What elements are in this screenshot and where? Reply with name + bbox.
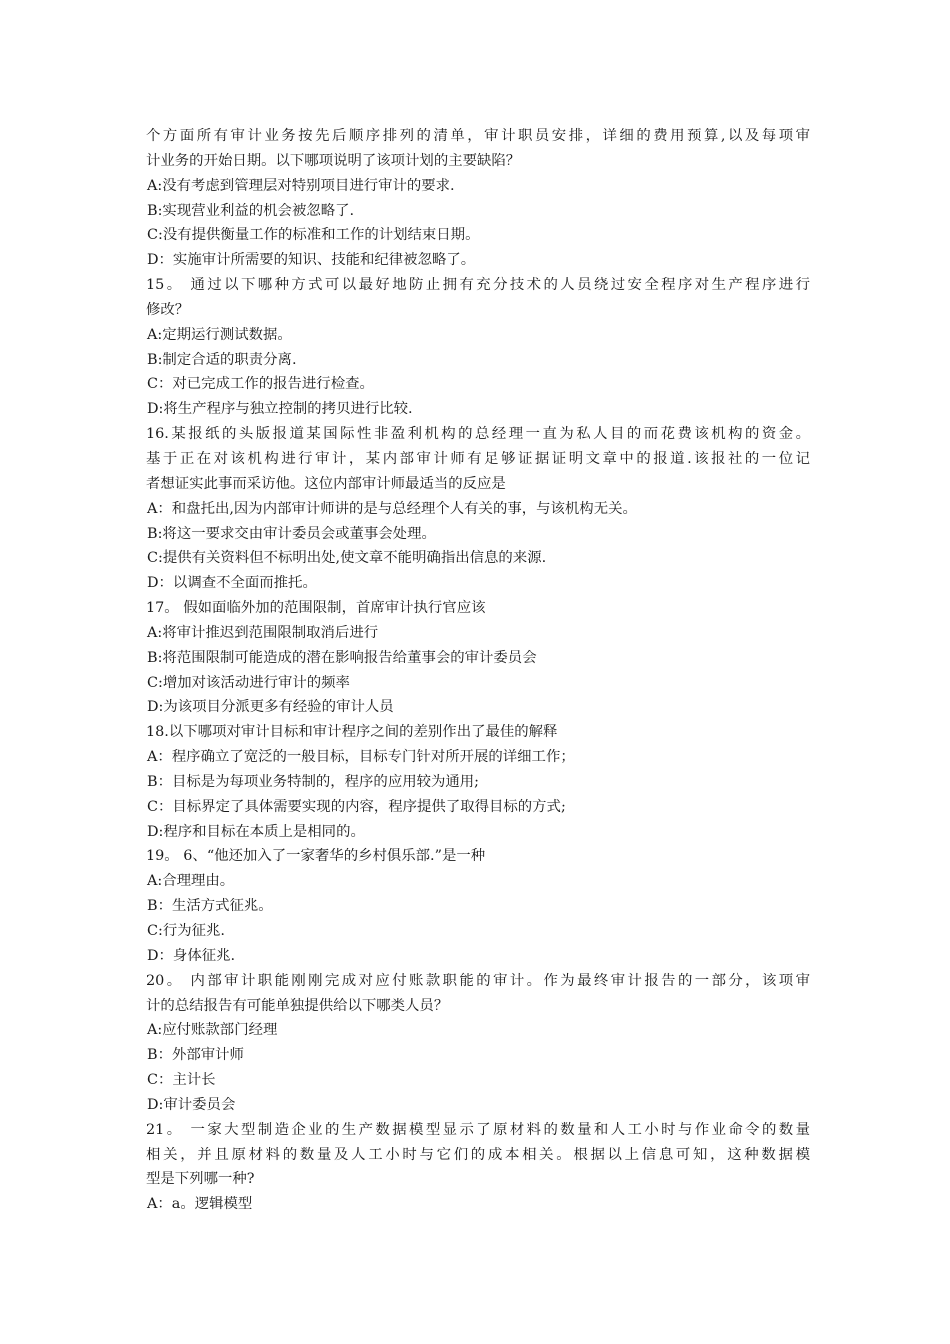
answer-option-line: D：身体征兆. [147,947,236,964]
answer-option-line: A:没有考虑到管理层对特别项目进行审计的要求. [147,177,455,194]
question-text-line: 计的总结报告有可能单独提供给以下哪类人员？ [146,997,449,1014]
answer-option-line: B:将范围限制可能造成的潜在影响报告给董事会的审计委员会 [147,649,537,666]
answer-option-line: D：以调查不全面而推托。 [147,575,317,592]
question-text-line: 相关，并且原材料的数量及人工小时与它们的成本相关。根据以上信息可知，这种数据模 [146,1146,810,1163]
answer-option-line: D:审计委员会 [147,1096,236,1113]
question-text-line: 18.以下哪项对审计目标和审计程序之间的差别作出了最佳的解释 [146,724,558,741]
answer-option-line: B:实现营业利益的机会被忽略了. [147,202,355,219]
answer-option-line: C：目标界定了具体需要实现的内容，程序提供了取得目标的方式; [147,798,566,815]
question-text-line: 21。 一家大型制造企业的生产数据模型显示了原材料的数量和人工小时与作业命令的数量 [146,1121,810,1138]
answer-option-line: C:没有提供衡量工作的标准和工作的计划结束日期。 [147,227,480,244]
answer-option-line: D：实施审计所需要的知识、技能和纪律被忽略了。 [147,252,476,269]
question-text-line: 个方面所有审计业务按先后顺序排列的清单，审计职员安排，详细的费用预算,以及每项审 [146,128,810,144]
answer-option-line: A:应付账款部门经理 [147,1022,278,1039]
question-text-line: 基于正在对该机构进行审计，某内部审计师有足够证据证明文章中的报道.该报社的一位记 [146,450,810,467]
question-text-line: 16.某报纸的头版报道某国际性非盈利机构的总经理一直为私人目的而花费该机构的资金。 [146,426,810,443]
answer-option-line: A:定期运行测试数据。 [147,326,292,343]
answer-option-line: A:将审计推迟到范围限制取消后进行 [147,624,379,641]
answer-option-line: D:程序和目标在本质上是相同的。 [147,823,365,840]
answer-option-line: A：和盘托出,因为内部审计师讲的是与总经理个人有关的事，与该机构无关。 [147,500,637,517]
answer-option-line: C：主计长 [147,1072,216,1089]
question-text-line: 17。 假如面临外加的范围限制，首席审计执行官应该 [146,600,486,617]
document-page [146,124,810,1217]
question-text-line: 修改？ [146,301,190,318]
answer-option-line: B:制定合适的职责分离. [147,351,297,368]
question-text-line: 者想证实此事而采访他。这位内部审计师最适当的反应是 [146,475,506,492]
answer-option-line: A：a。逻辑模型 [147,1196,253,1213]
answer-option-line: C:行为征兆. [147,923,225,939]
question-text-line: 20。 内部审计职能刚刚完成对应付账款职能的审计。作为最终审计报告的一部分，该项审 [146,972,810,989]
answer-option-line: B:将这一要求交由审计委员会或董事会处理。 [147,525,436,542]
answer-option-line: B：目标是为每项业务特制的，程序的应用较为通用; [147,773,480,790]
answer-option-line: C：对已完成工作的报告进行检查。 [147,376,374,393]
answer-option-line: A：程序确立了宽泛的一般目标，目标专门针对所开展的详细工作； [147,749,575,766]
answer-option-line: B：外部审计师 [147,1047,244,1064]
question-text-line: 19。 6、“他还加入了一家奢华的乡村俱乐部.”是一种 [146,848,486,865]
answer-option-line: C:增加对该活动进行审计的频率 [147,674,350,691]
answer-option-line: C:提供有关资料但不标明出处,使文章不能明确指出信息的来源. [147,550,547,567]
answer-option-line: D:将生产程序与独立控制的拷贝进行比较. [147,401,413,418]
question-text-line: 15。 通过以下哪种方式可以最好地防止拥有充分技术的人员绕过安全程序对生产程序进行 [146,277,810,294]
answer-option-line: D:为该项目分派更多有经验的审计人员 [147,699,394,716]
answer-option-line: A:合理理由。 [147,873,235,890]
answer-option-line: B：生活方式征兆。 [147,898,273,915]
question-text-line: 型是下列哪一种? [146,1171,255,1188]
question-text-line: 计业务的开始日期。以下哪项说明了该项计划的主要缺陷？ [146,152,521,169]
